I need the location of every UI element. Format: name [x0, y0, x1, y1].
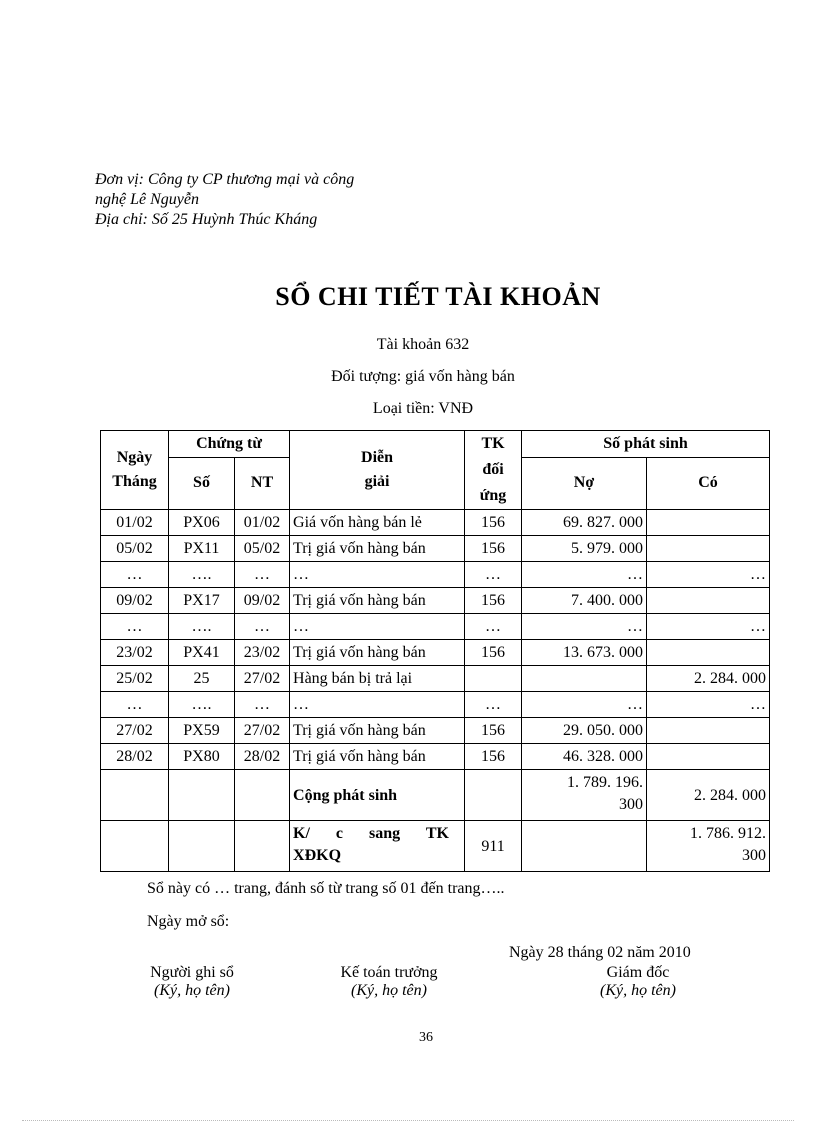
header-date: Ngày Tháng: [101, 431, 169, 510]
total-debit: 1. 789. 196. 300: [522, 770, 647, 821]
header-contra-account: TK đối ứng: [465, 431, 522, 510]
recorder-signature: [92, 964, 292, 1000]
table-row: 25/02 25 27/02 Hàng bán bị trả lại 2. 284. 000: [101, 666, 770, 692]
header-voucher-date: NT: [235, 457, 290, 509]
transfer-label: K/ c sang TK XĐKQ: [290, 821, 465, 872]
header-description: Diễn giải: [290, 431, 465, 510]
director-signature: [538, 964, 738, 1000]
currency-line: Loại tiền: VNĐ: [372, 400, 474, 417]
page-number: 36: [419, 1030, 433, 1045]
object-line: Đối tượng: giá vốn hàng bán: [331, 368, 515, 385]
director-title: Giám đốc: [606, 964, 670, 981]
table-row: 01/02 PX06 01/02 Giá vốn hàng bán lẻ 156 69. 827. 000: [101, 510, 770, 536]
page-bottom-rule: [22, 1120, 794, 1121]
transfer-credit: 1. 786. 912. 300: [647, 821, 770, 872]
chief-accountant-signature: [289, 964, 489, 1000]
account-line: Tài khoản 632: [376, 336, 470, 353]
table-row: … …. … … … … …: [101, 614, 770, 640]
header-voucher-no: Số: [169, 457, 235, 509]
total-credit: 2. 284. 000: [647, 770, 770, 821]
pages-note: Sổ này có … trang, đánh số từ trang số 01 đến trang…..: [147, 880, 505, 897]
sign-date: Ngày 28 tháng 02 năm 2010: [509, 944, 691, 961]
table-row: … …. … … … … …: [101, 692, 770, 718]
header-debit: Nợ: [522, 457, 647, 509]
director-sign-hint: (Ký, họ tên): [600, 982, 676, 999]
header-voucher: Chứng từ: [169, 431, 290, 458]
table-row: 05/02 PX11 05/02 Trị giá vốn hàng bán 156 5. 979. 000: [101, 536, 770, 562]
transfer-contra-account: 911: [465, 821, 522, 872]
table-row: 28/02 PX80 28/02 Trị giá vốn hàng bán 156 46. 328. 000: [101, 744, 770, 770]
open-date: Ngày mở sổ:: [147, 913, 230, 930]
total-label: Cộng phát sinh: [290, 770, 465, 821]
recorder-title: Người ghi sổ: [150, 964, 234, 981]
organization-header: [95, 170, 425, 230]
table-row: 27/02 PX59 27/02 Trị giá vốn hàng bán 156 29. 050. 000: [101, 718, 770, 744]
org-address: Địa chỉ: Số 25 Huỳnh Thúc Kháng: [95, 211, 318, 228]
transfer-row: [101, 821, 770, 872]
table-row: … …. … … … … …: [101, 562, 770, 588]
chief-accountant-sign-hint: (Ký, họ tên): [351, 982, 427, 999]
org-name-line1: Đơn vị: Công ty CP thương mại và công: [95, 171, 355, 188]
table-row: 23/02 PX41 23/02 Trị giá vốn hàng bán 156 13. 673. 000: [101, 640, 770, 666]
total-row: [101, 770, 770, 821]
ledger-table: [100, 430, 770, 872]
header-credit: Có: [647, 457, 770, 509]
org-name-line2: nghệ Lê Nguyễn: [95, 191, 199, 208]
header-arising: Số phát sinh: [522, 431, 770, 458]
chief-accountant-title: Kế toán trưởng: [340, 964, 438, 981]
recorder-sign-hint: (Ký, họ tên): [154, 982, 230, 999]
page-title: SỔ CHI TIẾT TÀI KHOẢN: [275, 282, 601, 311]
table-row: 09/02 PX17 09/02 Trị giá vốn hàng bán 156 7. 400. 000: [101, 588, 770, 614]
